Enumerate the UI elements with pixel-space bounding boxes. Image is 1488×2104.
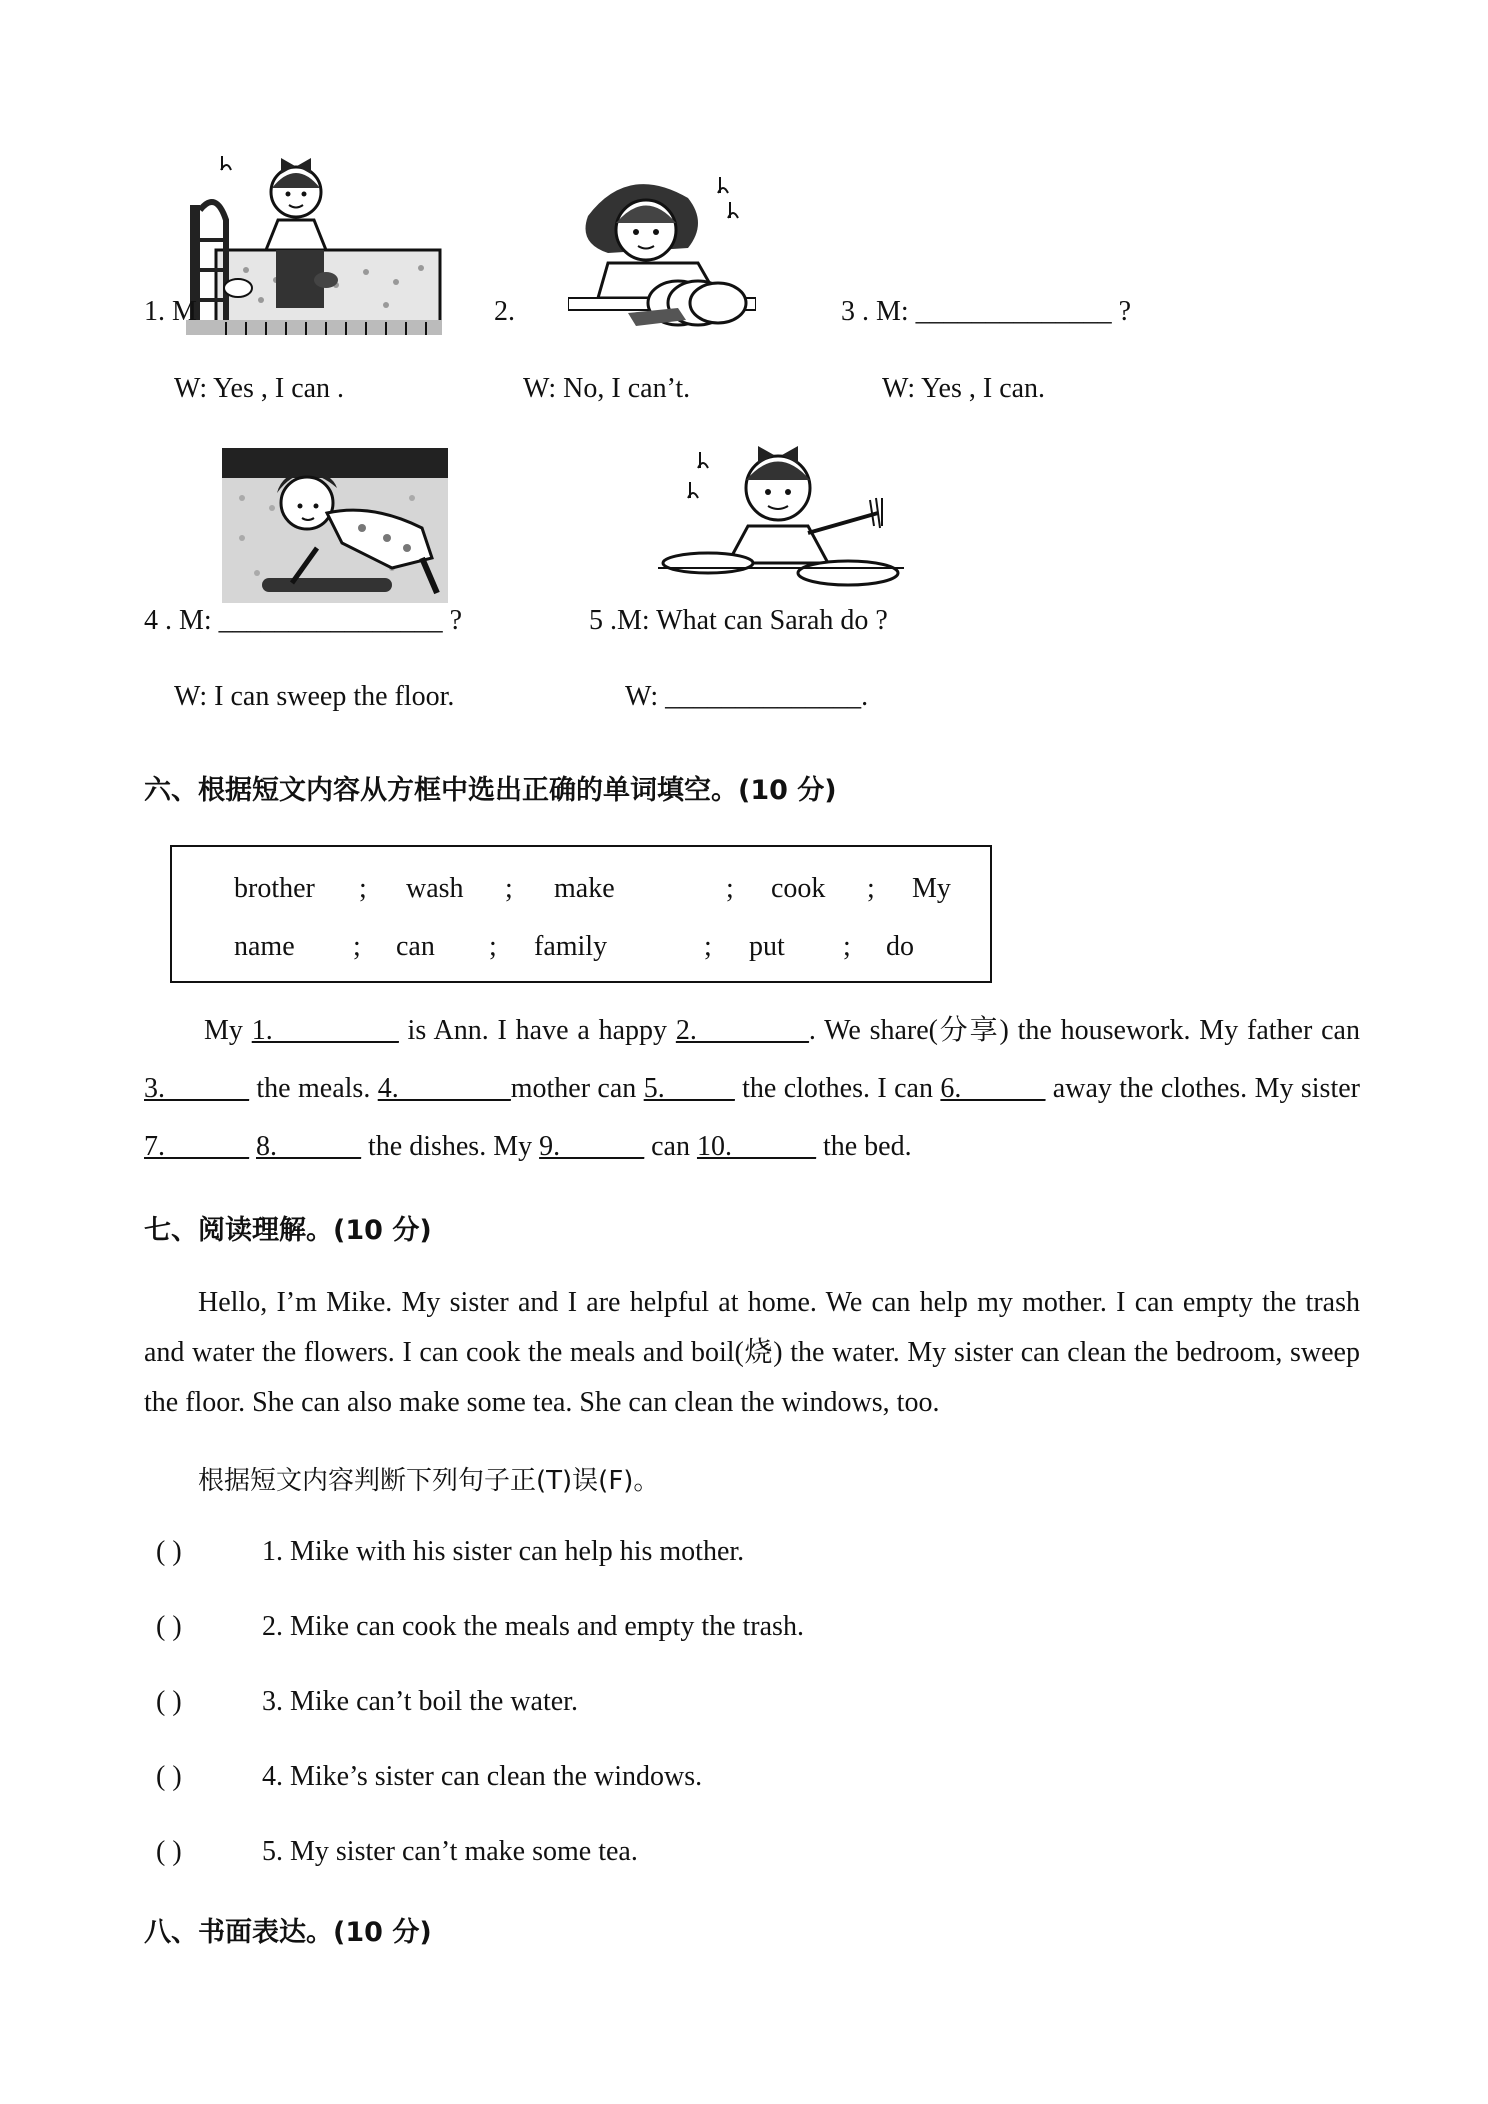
passage-text: is Ann. I have a happy xyxy=(398,1015,676,1046)
word-bank-word: brother xyxy=(234,873,315,904)
question-3-prompt: 3 . M: ______________ ? xyxy=(841,296,1132,327)
word-bank-word: make xyxy=(554,873,615,904)
section-6-heading: 六、根据短文内容从方框中选出正确的单词填空。(10 分) xyxy=(144,775,837,806)
passage-text: . We share(分享) the housework. My father can xyxy=(808,1015,1360,1046)
tf-item-1-bracket[interactable]: ( ) xyxy=(156,1536,182,1567)
word-bank-separator: ; xyxy=(505,873,513,904)
blank-3[interactable]: 3.______ xyxy=(144,1073,249,1104)
word-bank-separator: ; xyxy=(359,873,367,904)
passage-text: the bed. xyxy=(815,1131,912,1162)
word-bank-separator: ; xyxy=(704,931,712,962)
tf-item-2-text: 2. Mike can cook the meals and empty the trash. xyxy=(262,1611,804,1642)
blank-9[interactable]: 9.______ xyxy=(539,1131,645,1162)
girl-sweeping-floor-image xyxy=(222,448,448,603)
tf-item-3-text: 3. Mike can’t boil the water. xyxy=(262,1686,578,1717)
word-bank-word: wash xyxy=(406,873,464,904)
tf-item-5-text: 5. My sister can’t make some tea. xyxy=(262,1836,638,1867)
passage-text: the dishes. My xyxy=(361,1131,540,1162)
word-bank-word: cook xyxy=(771,873,826,904)
blank-4[interactable]: 4.________ xyxy=(377,1073,511,1104)
word-bank-separator: ; xyxy=(726,873,734,904)
blank-5[interactable]: 5._____ xyxy=(643,1073,735,1104)
passage-text: the clothes. I can xyxy=(734,1073,941,1104)
passage-text: can xyxy=(644,1131,697,1162)
word-bank-separator: ; xyxy=(353,931,361,962)
cloze-passage xyxy=(144,1002,1360,1176)
girl-making-bed-image xyxy=(186,150,442,335)
word-bank-row-1 xyxy=(234,873,951,905)
question-2-answer: W: No, I can’t. xyxy=(523,373,691,404)
true-false-instruction: 根据短文内容判断下列句子正(T)误(F)。 xyxy=(198,1466,660,1496)
section-8-heading: 八、书面表达。(10 分) xyxy=(144,1917,432,1948)
reading-passage: Hello, I’m Mike. My sister and I are helpful at home. We can help my mother. I can empty the trash and water the flowers. I can cook the meals and boil(烧) the water. My sister can clean the bedroom, sweep the floor. She can also make some tea. She can clean the windows, too. xyxy=(144,1287,1360,1418)
blank-7[interactable]: 7.______ xyxy=(144,1131,249,1162)
section-7-heading: 七、阅读理解。(10 分) xyxy=(144,1215,432,1246)
word-bank-box xyxy=(170,845,992,983)
blank-2[interactable]: 2.________ xyxy=(675,1015,809,1046)
tf-item-1-text: 1. Mike with his sister can help his mother. xyxy=(262,1536,745,1567)
blank-10[interactable]: 10.______ xyxy=(696,1131,816,1162)
word-bank-word: family xyxy=(534,931,608,962)
girl-washing-dishes-image xyxy=(568,168,756,330)
tf-item-4-bracket[interactable]: ( ) xyxy=(156,1761,182,1792)
passage-text: away the clothes. My sister xyxy=(1045,1073,1360,1104)
word-bank-separator: ; xyxy=(489,931,497,962)
word-bank-word: can xyxy=(396,931,435,962)
question-5-answer: W: ______________. xyxy=(625,681,869,712)
word-bank-separator: ; xyxy=(867,873,875,904)
word-bank-separator: ; xyxy=(843,931,851,962)
tf-item-3-bracket[interactable]: ( ) xyxy=(156,1686,182,1717)
question-3-answer: W: Yes , I can. xyxy=(882,373,1046,404)
blank-8[interactable]: 8.______ xyxy=(256,1131,361,1162)
blank-1[interactable]: 1._________ xyxy=(251,1015,399,1046)
question-4-prompt: 4 . M: ________________ ? xyxy=(144,605,463,636)
question-1-answer: W: Yes , I can . xyxy=(174,373,345,404)
question-2-prompt: 2. xyxy=(494,296,515,327)
word-bank-word: name xyxy=(234,931,295,962)
passage-text xyxy=(249,1131,256,1162)
word-bank-word: My xyxy=(912,873,951,904)
passage-text: My xyxy=(204,1015,252,1046)
question-4-answer: W: I can sweep the floor. xyxy=(174,681,455,712)
passage-text: the meals. xyxy=(249,1073,378,1104)
tf-item-5-bracket[interactable]: ( ) xyxy=(156,1836,182,1867)
tf-item-4-text: 4. Mike’s sister can clean the windows. xyxy=(262,1761,703,1792)
question-5-prompt: 5 .M: What can Sarah do ? xyxy=(589,605,888,636)
word-bank-word: put xyxy=(749,931,785,962)
question-1-prompt: 1. M xyxy=(144,296,197,327)
passage-text: mother can xyxy=(510,1073,644,1104)
word-bank-row-2 xyxy=(234,931,914,963)
blank-6[interactable]: 6.______ xyxy=(940,1073,1046,1104)
tf-item-2-bracket[interactable]: ( ) xyxy=(156,1611,182,1642)
girl-setting-table-image xyxy=(658,438,904,590)
word-bank-word: do xyxy=(886,931,914,962)
